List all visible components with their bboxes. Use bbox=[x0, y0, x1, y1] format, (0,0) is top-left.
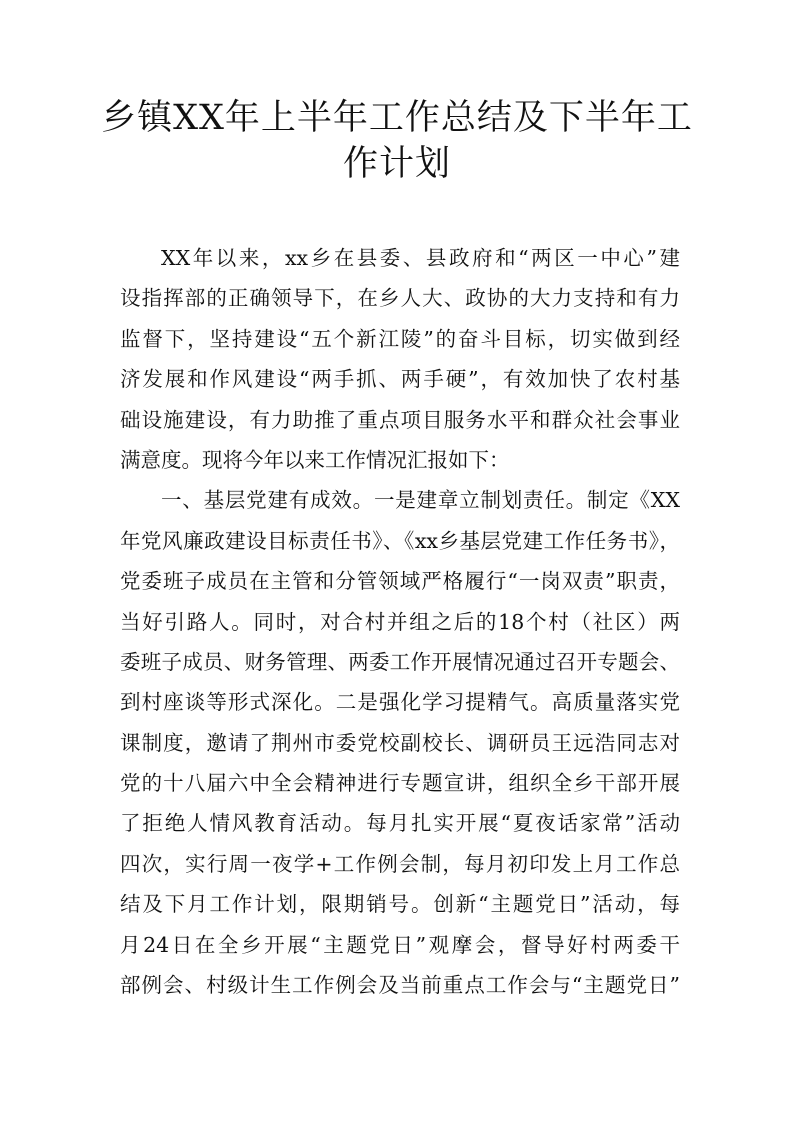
paragraph-line: 课制度，邀请了荆州市委党校副校长、调研员王远浩同志对 bbox=[120, 730, 680, 755]
paragraph-line: 础设施建设，有力助推了重点项目服务水平和群众社会事业 bbox=[120, 407, 680, 432]
title-line: 作计划 bbox=[342, 144, 451, 184]
paragraph-line: 党委班子成员在主管和分管领域严格履行“一岗双责”职责， bbox=[120, 569, 680, 594]
paragraph-2 bbox=[120, 480, 680, 1005]
paragraph-line: XX年以来，xx乡在县委、县政府和“两区一中心”建 bbox=[161, 246, 680, 270]
paragraph-line: 党的十八届六中全会精神进行专题宣讲，组织全乡干部开展 bbox=[120, 771, 680, 796]
title-line: 乡镇XX年上半年工作总结及下半年工 bbox=[101, 98, 693, 138]
paragraph-line: 了拒绝人情风教育活动。每月扎实开展“夏夜话家常”活动 bbox=[120, 811, 680, 836]
paragraph-line: 济发展和作风建设“两手抓、两手硬”，有效加快了农村基 bbox=[120, 367, 680, 392]
paragraph-line: 委班子成员、财务管理、两委工作开展情况通过召开专题会、 bbox=[120, 649, 680, 674]
document-body bbox=[120, 238, 680, 1005]
document-title bbox=[100, 95, 694, 187]
paragraph-line: 一、基层党建有成效。一是建章立制划责任。制定《XX bbox=[161, 488, 680, 513]
paragraph-line: 到村座谈等形式深化。二是强化学习提精气。高质量落实党 bbox=[120, 690, 680, 715]
paragraph-1 bbox=[120, 238, 680, 480]
paragraph-line: 四次，实行周一夜学+工作例会制，每月初印发上月工作总 bbox=[120, 851, 680, 876]
paragraph-line: 年党风廉政建设目标责任书》、《xx乡基层党建工作任务书》， bbox=[120, 528, 680, 553]
paragraph-line: 结及下月工作计划，限期销号。创新“主题党日”活动，每 bbox=[120, 892, 680, 917]
paragraph-line: 当好引路人。同时，对合村并组之后的18个村（社区）两 bbox=[120, 609, 680, 634]
paragraph-line: 满意度。现将今年以来工作情况汇报如下： bbox=[120, 447, 510, 472]
paragraph-line: 月24日在全乡开展“主题党日”观摩会，督导好村两委干 bbox=[120, 932, 680, 957]
paragraph-line: 设指挥部的正确领导下，在乡人大、政协的大力支持和有力 bbox=[120, 286, 680, 311]
paragraph-line: 部例会、村级计生工作例会及当前重点工作会与“主题党日” bbox=[120, 973, 680, 998]
paragraph-line: 监督下，坚持建设“五个新江陵”的奋斗目标，切实做到经 bbox=[120, 326, 680, 351]
